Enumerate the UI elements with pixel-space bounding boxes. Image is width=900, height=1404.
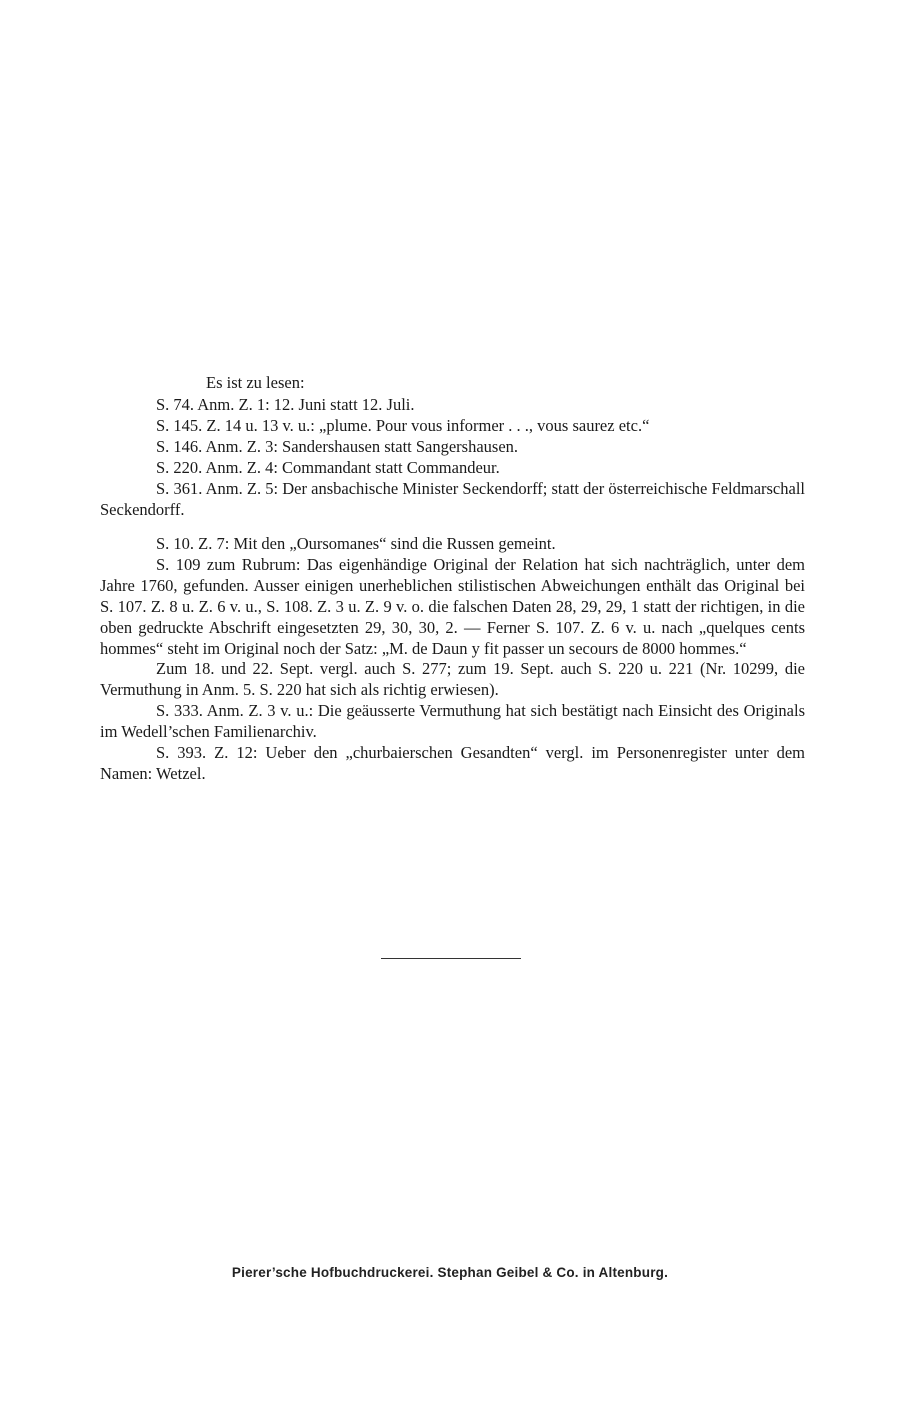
note-item: S. 333. Anm. Z. 3 v. u.: Die geäusserte Vermuthung hat sich bestätigt nach Einsicht des Originals im Wedell’schen Familienarchiv. [100, 701, 805, 742]
note-item: S. 109 zum Rubrum: Das eigenhändige Original der Relation hat sich nachträglich, unter dem Jahre 1760, gefunden. Ausser einigen unerheblichen stilistischen Abweichungen enthält das Original bei S. 107. Z. 8 u. Z. 6 v. u., S. 108. Z. 3 u. Z. 9 v. o. die falschen Daten 28, 29, 29, 1 statt der richtigen, in die oben gedruckte Abschrift eingesetzten 29, 30, 30, 2. — Ferner S. 107. Z. 6 v. u. nach „quelques cents hommes“ steht im Original noch der Satz: „M. de Daun y fit passer un secours de 8000 hommes.“ [100, 554, 805, 658]
correction-item: S. 74. Anm. Z. 1: 12. Juni statt 12. Juli. [156, 395, 415, 414]
correction-item: S. 361. Anm. Z. 5: Der ansbachische Minister Seckendorff; statt der österreichische Feldmarschall Seckendorff. [100, 478, 805, 519]
supplementary-notes [100, 534, 805, 785]
divider-rule [381, 958, 521, 959]
errata-heading: Es ist zu lesen: [206, 373, 305, 392]
note-item: S. 10. Z. 7: Mit den „Oursomanes“ sind die Russen gemeint. [156, 534, 556, 553]
printer-imprint: Pierer’sche Hofbuchdruckerei. Stephan Geibel & Co. in Altenburg. [231, 1265, 669, 1280]
correction-item: S. 146. Anm. Z. 3: Sandershausen statt Sangershausen. [156, 436, 519, 456]
errata-corrections [100, 395, 805, 520]
note-item: Zum 18. und 22. Sept. vergl. auch S. 277; zum 19. Sept. auch S. 220 u. 221 (Nr. 10299, die Vermuthung in Anm. 5. S. 220 hat sich als richtig erwiesen). [100, 659, 805, 700]
correction-item: S. 220. Anm. Z. 4: Commandant statt Commandeur. [156, 457, 500, 477]
correction-item: S. 145. Z. 14 u. 13 v. u.: „plume. Pour vous informer . . ., vous saurez etc.“ [156, 415, 650, 435]
note-item: S. 393. Z. 12: Ueber den „churbaierschen Gesandten“ vergl. im Personenregister unter dem Namen: Wetzel. [100, 743, 805, 783]
